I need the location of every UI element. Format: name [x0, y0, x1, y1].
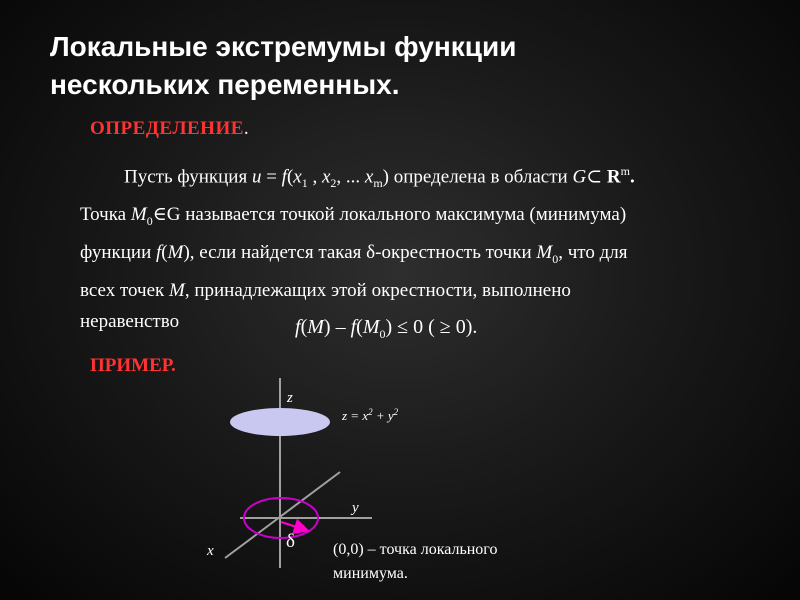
slide-title [50, 28, 750, 104]
example-caption [333, 538, 497, 586]
definition-line-5: неравенство [80, 310, 180, 332]
example-heading: ПРИМЕР. [90, 355, 176, 376]
inequality-formula: $f(M) - f(M_0) \le 0$ ( ≥ 0). [295, 316, 478, 341]
slide-title-line-2: нескольких переменных. [50, 69, 400, 100]
definition-line-4: всех точек M, принадлежащих этой окрестности, выполнено [80, 279, 571, 301]
definition-heading-text: ОПРЕДЕЛЕНИЕ [90, 118, 244, 139]
x-axis-label: x [207, 543, 214, 559]
caption-line-1: (0,0) – точка локального [333, 541, 498, 558]
y-axis-label: y [352, 500, 359, 516]
definition-heading-dot: . [243, 118, 250, 139]
delta-radius-arrow [281, 522, 306, 530]
definition-line-1: Пусть функция $u = f(x_1$ , $x_2$, ... $x_m$) определена в области G⊂ $R^m$. [124, 164, 635, 191]
x-axis [225, 472, 340, 558]
delta-label: δ [286, 531, 295, 552]
paraboloid-cross-section-disk [230, 408, 330, 436]
definition-paragraph [80, 156, 760, 337]
definition-heading [90, 118, 249, 140]
definition-line-2: Точка $M_0\in G$ называется точкой локального максимума (минимума) [80, 204, 627, 228]
caption-line-2: минимума. [333, 565, 408, 582]
definition-line-3: функции f(M), если найдется такая δ-окрестность точки $M_0$, что для [80, 241, 628, 266]
paraboloid-equation: $z = x^2 + y^2$ [342, 407, 399, 423]
slide-title-line-1: Локальные экстремумы функции [50, 31, 517, 62]
z-axis-label: z [287, 390, 293, 406]
